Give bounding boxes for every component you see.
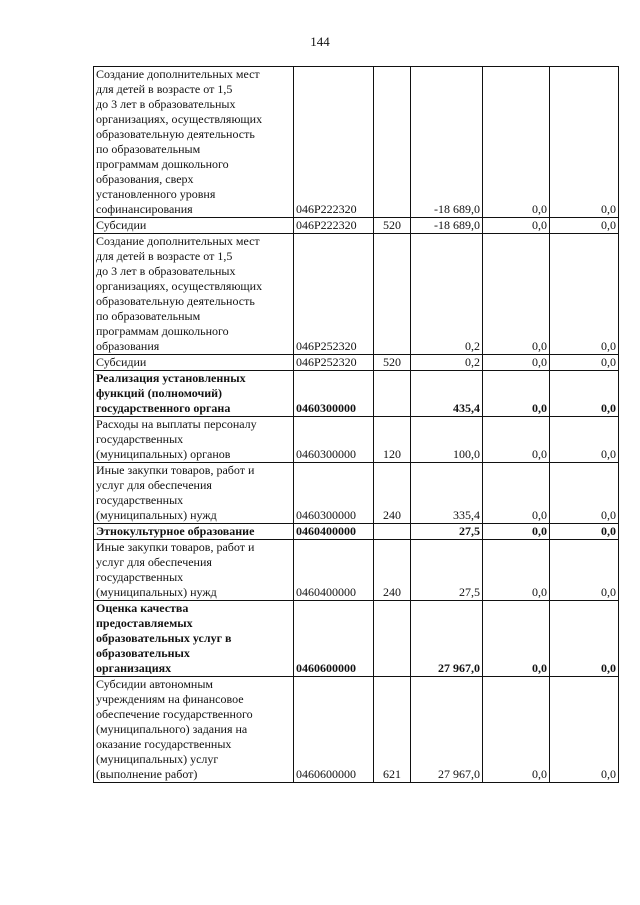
row-value-2-cell: 0,0 [483,371,550,417]
row-value-1-cell: 27 967,0 [411,601,483,677]
row-code-cell: 0460600000 [294,677,374,783]
row-expense-type-cell: 240 [374,540,411,601]
row-value-1-cell: 27,5 [411,540,483,601]
row-name-cell: Этнокультурное образование [94,524,294,540]
row-code-cell: 0460300000 [294,371,374,417]
row-expense-type-cell [374,67,411,218]
row-value-2-cell: 0,0 [483,601,550,677]
row-value-1-cell: 0,2 [411,234,483,355]
table-row [94,463,619,524]
row-name-cell: Создание дополнительных мест для детей в возрасте от 1,5 до 3 лет в образовательных организациях, осуществляющих образовательную деятельность по образовательным программам дошкольного образования [94,234,294,355]
row-value-3-cell: 0,0 [550,524,619,540]
table-row [94,540,619,601]
row-value-2-cell: 0,0 [483,463,550,524]
row-value-2-cell: 0,0 [483,67,550,218]
row-value-3-cell: 0,0 [550,540,619,601]
table-row [94,677,619,783]
row-value-1-cell: 335,4 [411,463,483,524]
row-expense-type-cell [374,234,411,355]
row-value-3-cell: 0,0 [550,234,619,355]
table-row [94,234,619,355]
budget-table-body [94,67,619,783]
table-row [94,218,619,234]
row-value-1-cell: 100,0 [411,417,483,463]
table-row [94,417,619,463]
row-value-2-cell: 0,0 [483,218,550,234]
row-name-cell: Иные закупки товаров, работ и услуг для обеспечения государственных (муниципальных) нужд [94,540,294,601]
row-value-1-cell: 0,2 [411,355,483,371]
page-number: 144 [310,34,330,49]
table-row [94,524,619,540]
row-expense-type-cell: 520 [374,355,411,371]
table-row [94,67,619,218]
row-expense-type-cell [374,371,411,417]
row-expense-type-cell: 240 [374,463,411,524]
row-value-1-cell: -18 689,0 [411,67,483,218]
row-code-cell: 0460300000 [294,463,374,524]
row-value-2-cell: 0,0 [483,234,550,355]
row-expense-type-cell: 621 [374,677,411,783]
row-value-2-cell: 0,0 [483,417,550,463]
row-name-cell: Субсидии автономным учреждениям на финансовое обеспечение государственного (муниципального) задания на оказание государственных (муниципальных) услуг (выполнение работ) [94,677,294,783]
row-value-3-cell: 0,0 [550,417,619,463]
row-value-2-cell: 0,0 [483,677,550,783]
row-value-3-cell: 0,0 [550,677,619,783]
table-row [94,371,619,417]
row-value-2-cell: 0,0 [483,524,550,540]
row-value-1-cell: 27,5 [411,524,483,540]
row-code-cell: 046P252320 [294,234,374,355]
row-name-cell: Иные закупки товаров, работ и услуг для обеспечения государственных (муниципальных) нужд [94,463,294,524]
row-value-3-cell: 0,0 [550,218,619,234]
row-code-cell: 046P222320 [294,218,374,234]
table-row [94,601,619,677]
row-name-cell: Субсидии [94,218,294,234]
row-code-cell: 0460300000 [294,417,374,463]
row-value-1-cell: 435,4 [411,371,483,417]
row-expense-type-cell: 520 [374,218,411,234]
row-value-2-cell: 0,0 [483,355,550,371]
row-name-cell: Реализация установленных функций (полномочий) государственного органа [94,371,294,417]
row-code-cell: 046P222320 [294,67,374,218]
row-value-2-cell: 0,0 [483,540,550,601]
row-name-cell: Оценка качества предоставляемых образовательных услуг в образовательных организациях [94,601,294,677]
row-expense-type-cell [374,601,411,677]
row-value-3-cell: 0,0 [550,601,619,677]
row-expense-type-cell: 120 [374,417,411,463]
row-value-3-cell: 0,0 [550,463,619,524]
row-code-cell: 0460400000 [294,540,374,601]
row-value-3-cell: 0,0 [550,371,619,417]
row-code-cell: 0460400000 [294,524,374,540]
row-value-1-cell: -18 689,0 [411,218,483,234]
row-value-3-cell: 0,0 [550,67,619,218]
row-expense-type-cell [374,524,411,540]
row-name-cell: Расходы на выплаты персоналу государственных (муниципальных) органов [94,417,294,463]
row-code-cell: 046P252320 [294,355,374,371]
row-value-1-cell: 27 967,0 [411,677,483,783]
row-code-cell: 0460600000 [294,601,374,677]
row-name-cell: Создание дополнительных мест для детей в возрасте от 1,5 до 3 лет в образовательных организациях, осуществляющих образовательную деятельность по образовательным программам дошкольного образования, сверх установленного уровня софинансирования [94,67,294,218]
row-value-3-cell: 0,0 [550,355,619,371]
row-name-cell: Субсидии [94,355,294,371]
budget-table [93,66,619,783]
table-row [94,355,619,371]
